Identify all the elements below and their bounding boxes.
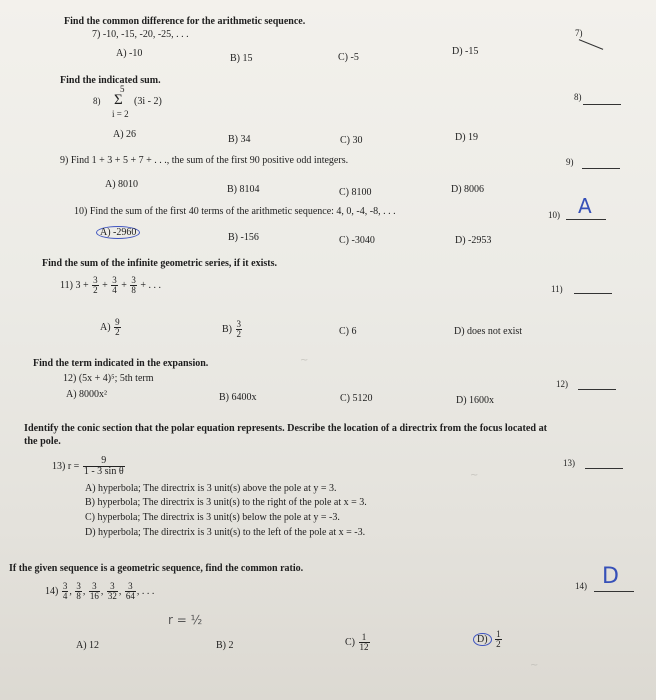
q8-expression: (3i - 2): [134, 96, 162, 107]
q12-choice-b[interactable]: B) 6400x: [219, 392, 257, 403]
q12-choice-a[interactable]: A) 8000x²: [66, 389, 108, 400]
q11-answer-number: 11): [551, 284, 563, 294]
instruction-infinite-geometric: Find the sum of the infinite geometric series, if it exists.: [42, 258, 277, 269]
q13-choice-c[interactable]: C) hyperbola; The directrix is 3 unit(s) below the pole at y = -3.: [85, 512, 340, 523]
q13-answer-number: 13): [563, 458, 575, 468]
q12-choice-d[interactable]: D) 1600x: [456, 395, 495, 406]
q14-choice-c-fraction: $\frac{1}{12}$: [359, 632, 369, 652]
q12-answer-blank[interactable]: [578, 389, 616, 390]
question-9-prompt: 9) Find 1 + 3 + 5 + 7 + . . ., the sum of the first 90 positive odd integers.: [60, 155, 349, 166]
q14-choice-c[interactable]: C) $\frac{1}{12}$: [345, 632, 369, 652]
q14-handwritten-scratch: r = ½: [168, 613, 203, 627]
q8-choice-b[interactable]: B) 34: [228, 134, 251, 145]
q11-choice-a-fraction: $\frac{9}{2}$: [115, 317, 120, 337]
q12-answer-number: 12): [556, 379, 568, 389]
q14-choice-d[interactable]: [473, 630, 503, 649]
q10-choice-b[interactable]: B) -156: [228, 232, 259, 243]
q14-choice-a[interactable]: A) 12: [76, 640, 100, 651]
q7-choice-a[interactable]: A) -10: [116, 48, 143, 59]
q8-answer-blank[interactable]: [583, 104, 621, 105]
q7-answer-number: 7): [575, 28, 583, 38]
q9-choice-a[interactable]: A) 8010: [105, 179, 139, 190]
q11-choice-d[interactable]: D) does not exist: [454, 326, 523, 337]
q10-answer-blank[interactable]: [566, 219, 606, 220]
q9-choice-d[interactable]: D) 8006: [451, 184, 485, 195]
q10-answer-number: 10): [548, 210, 560, 220]
instruction-common-difference: Find the common difference for the arithmetic sequence.: [64, 16, 306, 27]
q14-term-fraction: $\frac{3}{16}$: [89, 581, 99, 601]
q10-handwritten-answer: A: [578, 194, 592, 218]
q9-answer-blank[interactable]: [582, 168, 620, 169]
bleed-through-mark: ~: [530, 660, 539, 671]
q13-choice-d[interactable]: D) hyperbola; The directrix is 3 unit(s) to the left of the pole at x = -3.: [85, 527, 366, 538]
q8-sigma-lower: i = 2: [112, 109, 129, 119]
q11-term-fraction: $\frac{3}{2}$: [93, 275, 98, 295]
q9-choice-c[interactable]: C) 8100: [339, 187, 372, 198]
q7-choice-d[interactable]: D) -15: [452, 46, 479, 57]
bleed-through-mark: ~: [470, 470, 479, 481]
q14-answer-blank[interactable]: [594, 591, 634, 592]
q13-lead: 13) r =: [52, 460, 80, 472]
q14-choice-d-circled: D): [473, 633, 492, 646]
q8-choice-a[interactable]: A) 26: [113, 129, 137, 140]
q11-term-fraction: $\frac{3}{8}$: [131, 275, 136, 295]
q13-fraction: $\frac{9}{\text{1 - 3 sin θ}}$: [83, 455, 124, 477]
q9-choice-b[interactable]: B) 8104: [227, 184, 260, 195]
q14-lead: 14): [45, 585, 59, 597]
q13-equation: [52, 456, 126, 477]
instruction-indicated-sum: Find the indicated sum.: [60, 75, 161, 86]
q8-label: 8): [93, 96, 101, 106]
q13-choice-b[interactable]: B) hyperbola; The directrix is 3 unit(s) to the right of the pole at x = 3.: [85, 497, 367, 508]
question-10-prompt: 10) Find the sum of the first 40 terms of the arithmetic sequence: 4, 0, -4, -8, . . .: [74, 206, 396, 217]
q14-handwritten-answer: D: [602, 564, 619, 589]
q14-sequence: 14) $\frac{3}{4}$ , $\frac{3}{8}$ , $\frac{3}{16}$ , $\frac{3}{32}$ , $\frac{3}{64}$ , . . .: [45, 581, 155, 601]
q11-term-fraction: $\frac{3}{4}$: [112, 275, 117, 295]
q11-choice-b[interactable]: B) $\frac{3}{2}$: [222, 319, 241, 339]
q14-term-fraction: $\frac{3}{32}$: [107, 581, 117, 601]
instruction-conic-section: Identify the conic section that the polar equation represents. Describe the location of a directrix from the focus located at: [24, 423, 548, 434]
q8-sigma-symbol: Σ: [114, 92, 123, 108]
q11-answer-blank[interactable]: [574, 293, 612, 294]
q7-choice-b[interactable]: B) 15: [230, 53, 253, 64]
q13-answer-blank[interactable]: [585, 468, 623, 469]
q13-choice-a[interactable]: A) hyperbola; The directrix is 3 unit(s) above the pole at y = 3.: [85, 483, 337, 494]
q14-choice-b[interactable]: B) 2: [216, 640, 234, 651]
q14-term-fraction: $\frac{3}{64}$: [125, 581, 135, 601]
q10-choice-c[interactable]: C) -3040: [339, 235, 375, 246]
instruction-common-ratio: If the given sequence is a geometric sequence, find the common ratio.: [9, 563, 304, 574]
q7-choice-c[interactable]: C) -5: [338, 52, 359, 63]
question-12-prompt: 12) (5x + 4)⁵; 5th term: [63, 373, 154, 384]
q8-choice-c[interactable]: C) 30: [340, 135, 363, 146]
q12-choice-c[interactable]: C) 5120: [340, 393, 373, 404]
q11-choice-c[interactable]: C) 6: [339, 326, 357, 337]
q11-lead: 11) 3 +: [60, 279, 89, 291]
q11-choice-b-fraction: $\frac{3}{2}$: [236, 319, 241, 339]
q14-choice-d-fraction: $\frac{1}{2}$: [496, 629, 501, 649]
q9-answer-number: 9): [566, 157, 574, 167]
q11-choice-a[interactable]: A) $\frac{9}{2}$: [100, 317, 120, 337]
instruction-expansion-term: Find the term indicated in the expansion.: [33, 358, 209, 369]
q8-sigma-upper: 5: [120, 84, 125, 94]
q14-answer-number: 14): [575, 581, 587, 591]
question-7-prompt: 7) -10, -15, -20, -25, . . .: [92, 29, 189, 40]
bleed-through-mark: ~: [300, 355, 309, 366]
q11-expression: 11) 3 + $\frac{3}{2}$ + $\frac{3}{4}$ + $\frac{3}{8}$ + . . .: [60, 275, 162, 295]
q14-term-fraction: $\frac{3}{4}$: [62, 581, 68, 601]
q8-answer-number: 8): [574, 92, 582, 102]
instruction-conic-section-line2: the pole.: [24, 436, 61, 447]
q10-choice-d[interactable]: D) -2953: [455, 235, 492, 246]
q8-choice-d[interactable]: D) 19: [455, 132, 479, 143]
q10-choice-a-circled: A) -2960: [96, 226, 140, 239]
q10-choice-a[interactable]: [96, 226, 140, 239]
q14-term-fraction: $\frac{3}{8}$: [76, 581, 81, 601]
